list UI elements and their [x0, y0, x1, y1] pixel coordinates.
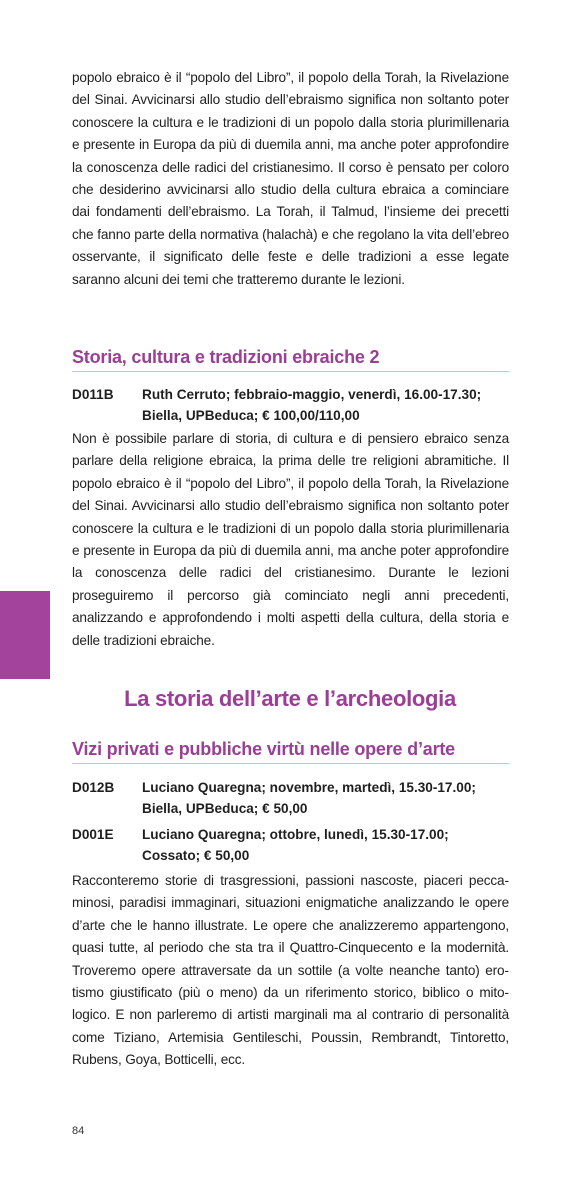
section-title: La storia dell’arte e l’archeologia [124, 686, 456, 711]
course-schedule-line2: Cossato; € 50,00 [142, 848, 250, 863]
course-title-storia-cultura: Storia, cultura e tradizioni ebraiche 2 [72, 347, 509, 372]
course-code: D001E [72, 827, 114, 842]
course-schedule-line1: Ruth Cerruto; febbraio-maggio, venerdì, 16.00-17.30; [142, 387, 482, 402]
course-schedule-line2: Biella, UPBeduca; € 100,00/110,00 [142, 408, 360, 423]
course-description: Non è possibile parlare di storia, di cultura e di pensiero ebraico senza parlare della religione ebraica, la prima delle tre religioni abramitiche. Il popolo ebraico è il “popolo del Libro”, il popolo della Torah, la Rivelazione del Sinai. Avvicinarsi allo studio dell’ebraismo significa non soltanto poter conoscere la cultura e le tradizioni di un popolo dalla storia plurimillenaria e presente in Europa da più di duemila anni, ma anche poter approfondire la conoscenza delle radici del cristianesimo. Durante le lezioni proseguiremo il percorso già cominciato negli anni precedenti, analizzando e approfondendo i molti aspetti della cultura, della storia e delle tradizioni ebraiche. [72, 431, 509, 648]
section-color-tab [0, 591, 50, 679]
course-schedule [142, 384, 509, 426]
intro-text-block [72, 67, 509, 291]
intro-paragraph: popolo ebraico è il “popolo del Libro”, il popolo della Torah, la Rivelazione del Sinai. Avvicinarsi allo studio dell’ebraismo significa non soltanto poter conoscere la cultura e le tradizioni di un popolo dalla storia plurimillenaria e presente in Europa da più di duemila anni, ma anche poter approfondire la conoscenza delle radici del cristianesimo. Il corso è pensato per coloro che desiderino avvicinarsi allo studio della cultura ebraica a cominciare dai fondamenti dell’ebraismo. La Torah, il Talmud, l’insieme dei precetti che fanno parte della normativa (halachà) e che regolano la vita dell’ebreo osservante, il significato delle feste e delle tradizioni a esse legate saranno alcuni dei temi che tratteremo durante le lezioni. [72, 70, 509, 287]
course-description: Racconteremo storie di trasgressioni, passioni nascoste, piaceri peccaminosi, paradisi immaginari, situazioni enigmatiche analizzando le opere d’arte che le hanno illustrate. Le opere che analizzeremo appartengono, quasi tutte, al periodo che sta tra il Quattro-Cinquecento e la modernità. Troveremo opere attraversate da un sottile (a volte neanche tanto) erotismo giustificato (più o meno) da un riferimento storico, biblico o mitologico. E non parleremo di artisti marginali ma al contrario di personalità come Tiziano, Artemisia Gentileschi, Poussin, Rembrandt, Tintoretto, Rubens, Goya, Botticelli, ecc. [72, 873, 509, 1068]
course-schedule-line1: Luciano Quaregna; ottobre, lunedì, 15.30-17.00; [142, 827, 449, 842]
course1-description-block [72, 428, 509, 652]
course-schedule [142, 824, 509, 866]
course-title-vizi-privati: Vizi privati e pubbliche virtù nelle opere d’arte [72, 739, 509, 764]
course-code: D011B [72, 387, 114, 402]
course-schedule [142, 777, 509, 819]
course2-description-block [72, 870, 509, 1072]
course-schedule-line1: Luciano Quaregna; novembre, martedì, 15.30-17.00; [142, 780, 476, 795]
course-schedule-line2: Biella, UPBeduca; € 50,00 [142, 801, 308, 816]
course-code: D012B [72, 780, 115, 795]
page-number: 84 [72, 1125, 85, 1137]
